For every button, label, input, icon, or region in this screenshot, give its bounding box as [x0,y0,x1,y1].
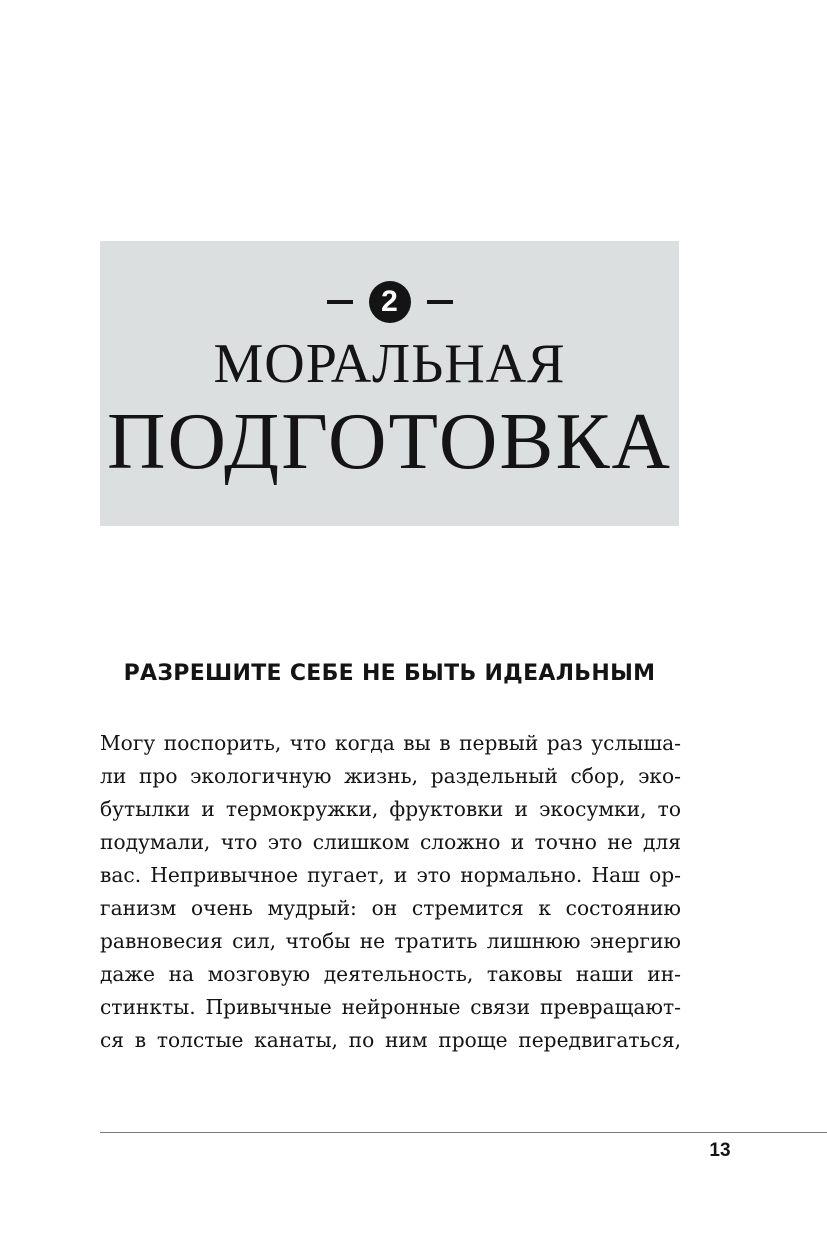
body-line: Могу поспорить, что когда вы в первый раз услыша- [100,731,681,755]
body-line: стинкты. Привычные нейронные связи превращают- [100,995,681,1019]
chapter-title-line-1: МОРАЛЬНАЯ [213,333,566,395]
left-dash [327,300,353,304]
chapter-number-badge: 2 [369,281,411,323]
body-line: вас. Непривычное пугает, и это нормально. Наш ор- [100,863,681,887]
body-line: равновесия сил, чтобы не тратить лишнюю энергию [100,929,681,953]
right-dash [427,300,453,304]
page-number: 13 [709,1140,731,1161]
footer-divider [100,1132,827,1133]
body-line: ся в толстые канаты, по ним проще передвигаться, [100,1028,681,1052]
body-line: бутылки и термокружки, фруктовки и экосумки, то [100,797,681,821]
chapter-marker [100,281,679,323]
chapter-title-line-2: ПОДГОТОВКА [107,396,672,486]
body-text [100,727,681,1057]
body-line: даже на мозговую деятельность, таковы наши ин- [100,962,681,986]
body-line: подумали, что это слишком сложно и точно не для [100,830,681,854]
body-line: ли про экологичную жизнь, раздельный сбор, эко- [100,764,681,788]
body-line: ганизм очень мудрый: он стремится к состоянию [100,896,681,920]
section-heading: РАЗРЕШИТЕ СЕБЕ НЕ БЫТЬ ИДЕАЛЬНЫМ [123,661,656,686]
chapter-title-box [100,241,679,526]
